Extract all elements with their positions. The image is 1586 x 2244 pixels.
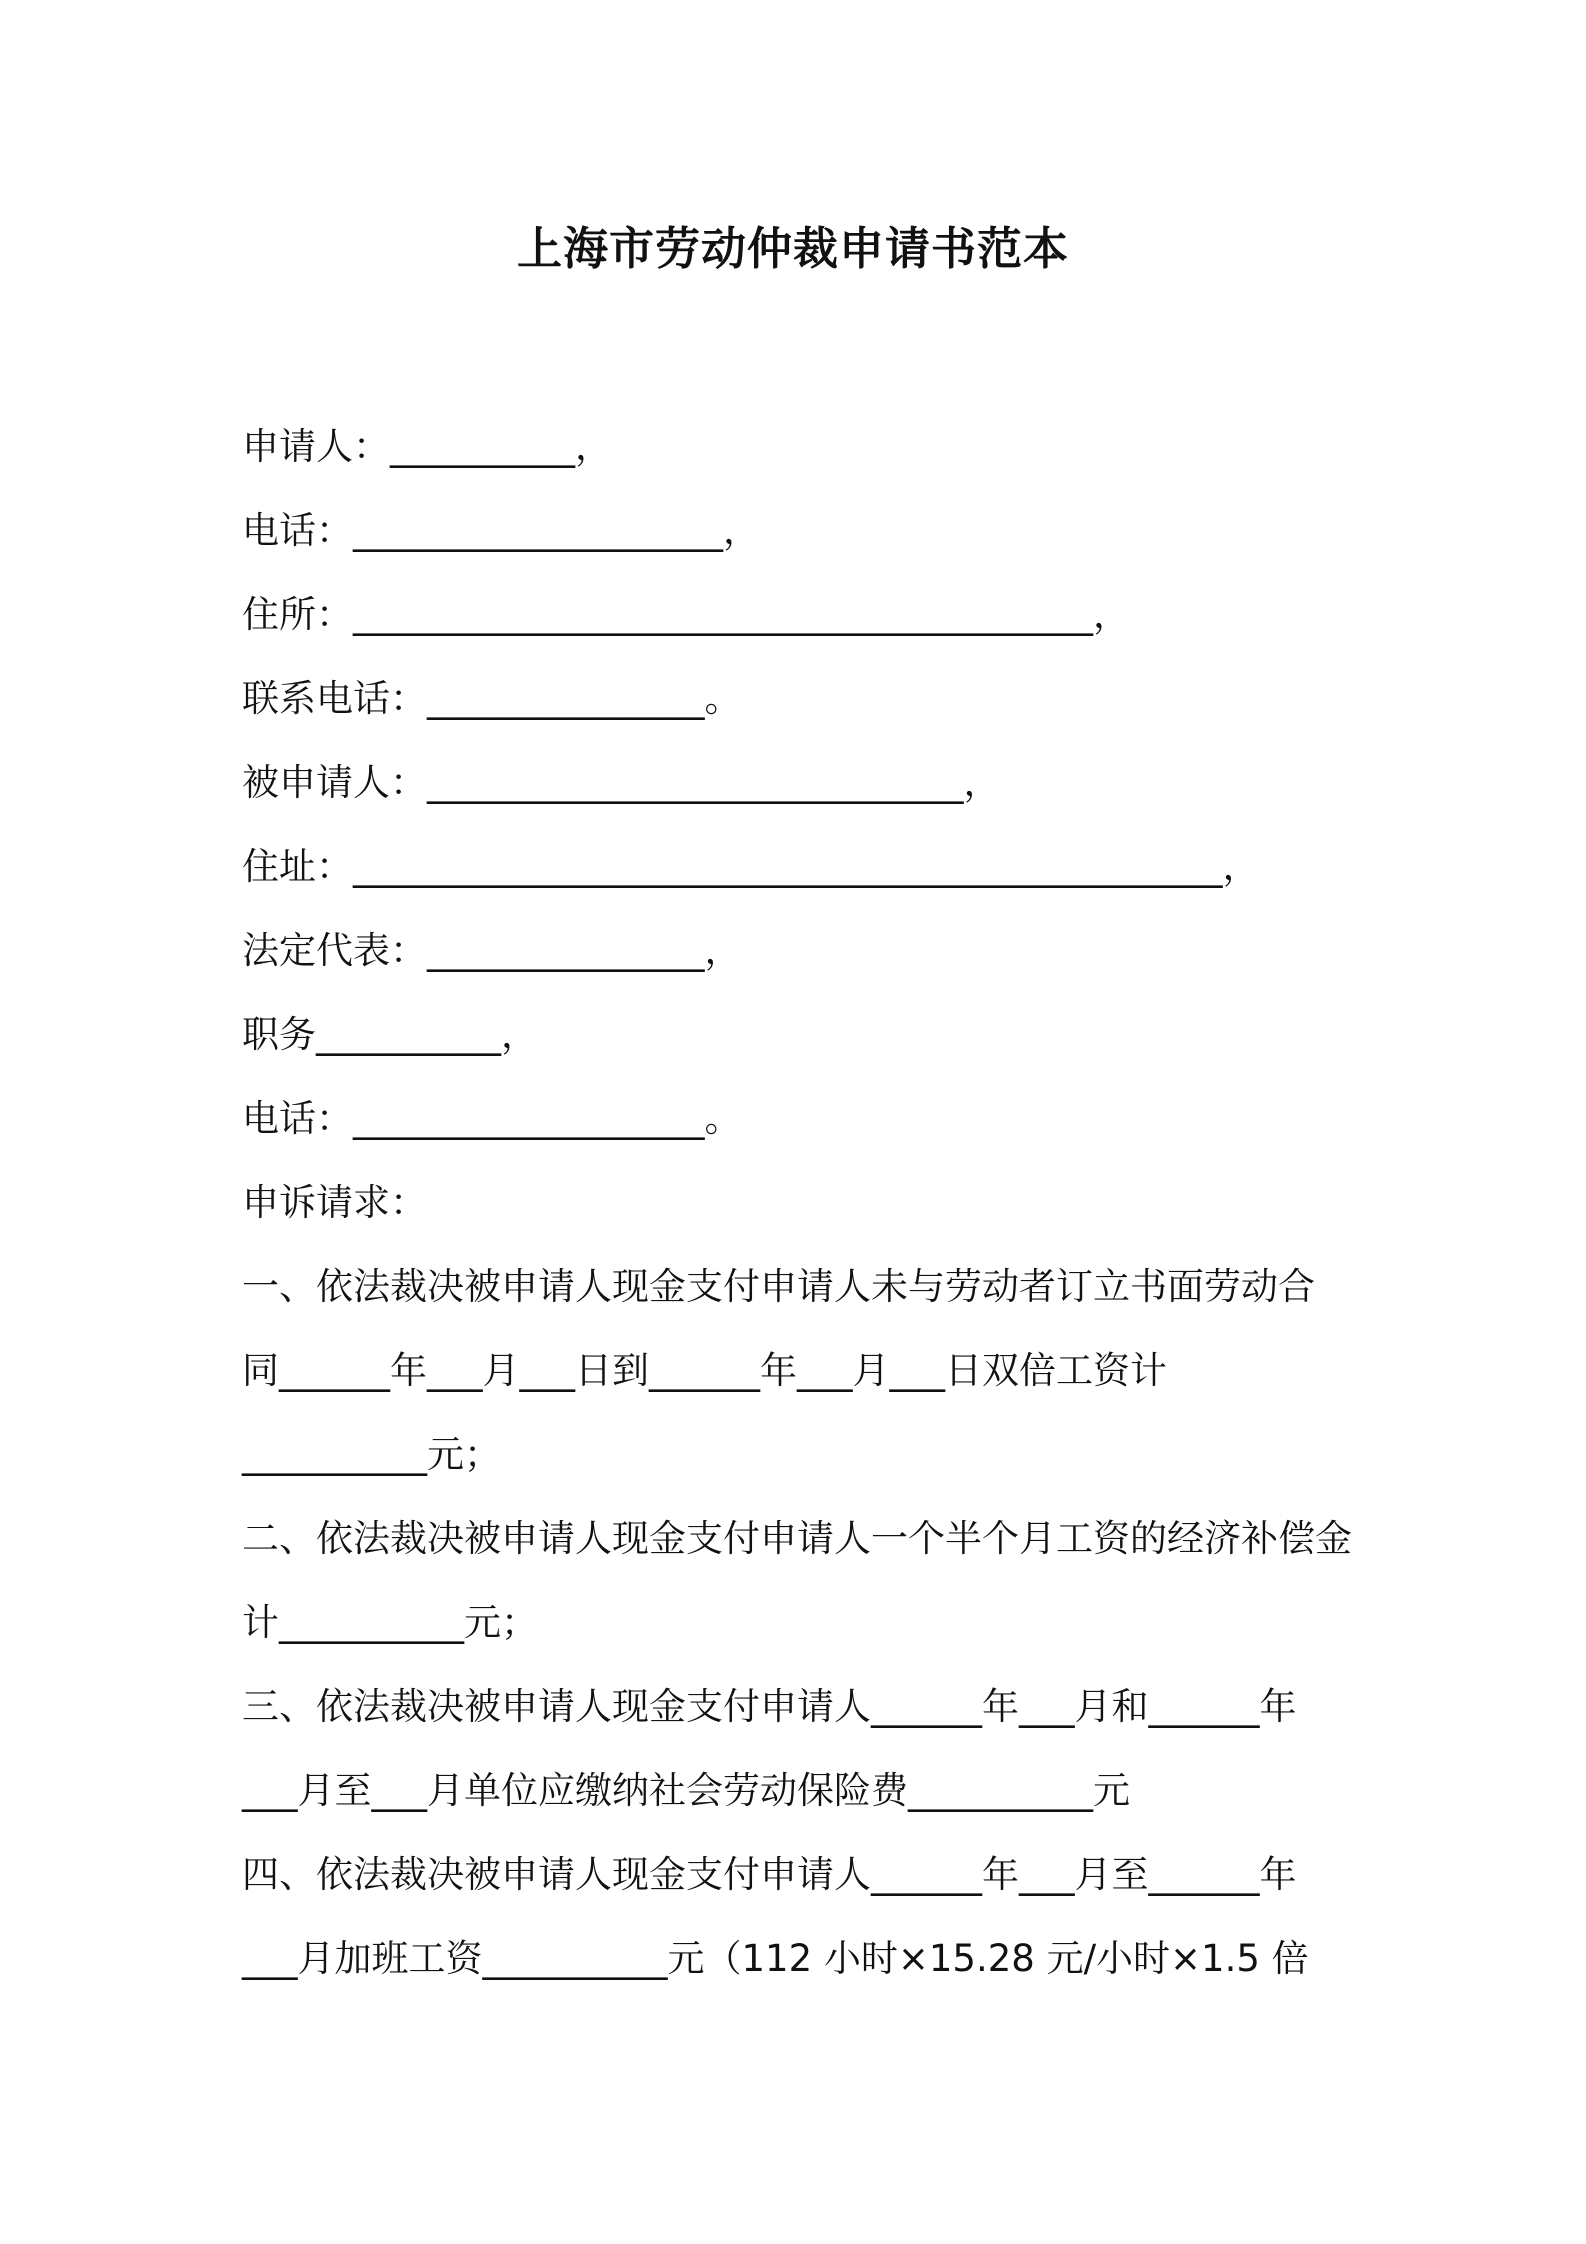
claim-4-line-1: 四、依法裁决被申请人现金支付申请人______年___月至______年 bbox=[242, 1853, 1297, 1896]
applicant-residence-line: 住所：________________________________________， bbox=[242, 593, 1130, 636]
respondent-address-line: 住址：_______________________________________________， bbox=[242, 845, 1260, 888]
claim-1-line-2: 同______年___月___日到______年___月___日双倍工资计 bbox=[242, 1349, 1167, 1392]
applicant-phone-line: 电话：____________________， bbox=[242, 509, 760, 552]
document-title: 上海市劳动仲裁申请书范本 bbox=[516, 222, 1069, 275]
claim-4-line-2: ___月加班工资__________元（112 小时×15.28 元/小时×1.5 倍 bbox=[242, 1937, 1309, 1980]
contact-phone-line: 联系电话：_______________。 bbox=[242, 677, 742, 720]
respondent-line: 被申请人：_____________________________， bbox=[242, 761, 1001, 804]
claim-3-line-2: ___月至___月单位应缴纳社会劳动保险费__________元 bbox=[242, 1769, 1130, 1812]
claim-1-line-3: __________元； bbox=[242, 1433, 501, 1476]
respondent-phone-line: 电话：___________________。 bbox=[242, 1097, 742, 1140]
claim-2-line-1: 二、依法裁决被申请人现金支付申请人一个半个月工资的经济补偿金 bbox=[242, 1517, 1352, 1560]
claim-3-line-1: 三、依法裁决被申请人现金支付申请人______年___月和______年 bbox=[242, 1685, 1297, 1728]
position-line: 职务__________， bbox=[242, 1013, 538, 1056]
claim-1-line-1: 一、依法裁决被申请人现金支付申请人未与劳动者订立书面劳动合 bbox=[242, 1265, 1315, 1308]
legal-representative-line: 法定代表：_______________， bbox=[242, 929, 742, 972]
document-body bbox=[242, 405, 1372, 2001]
applicant-line: 申请人：__________， bbox=[242, 425, 612, 468]
claim-2-line-2: 计__________元； bbox=[242, 1601, 538, 1644]
claims-heading: 申诉请求： bbox=[242, 1181, 427, 1224]
